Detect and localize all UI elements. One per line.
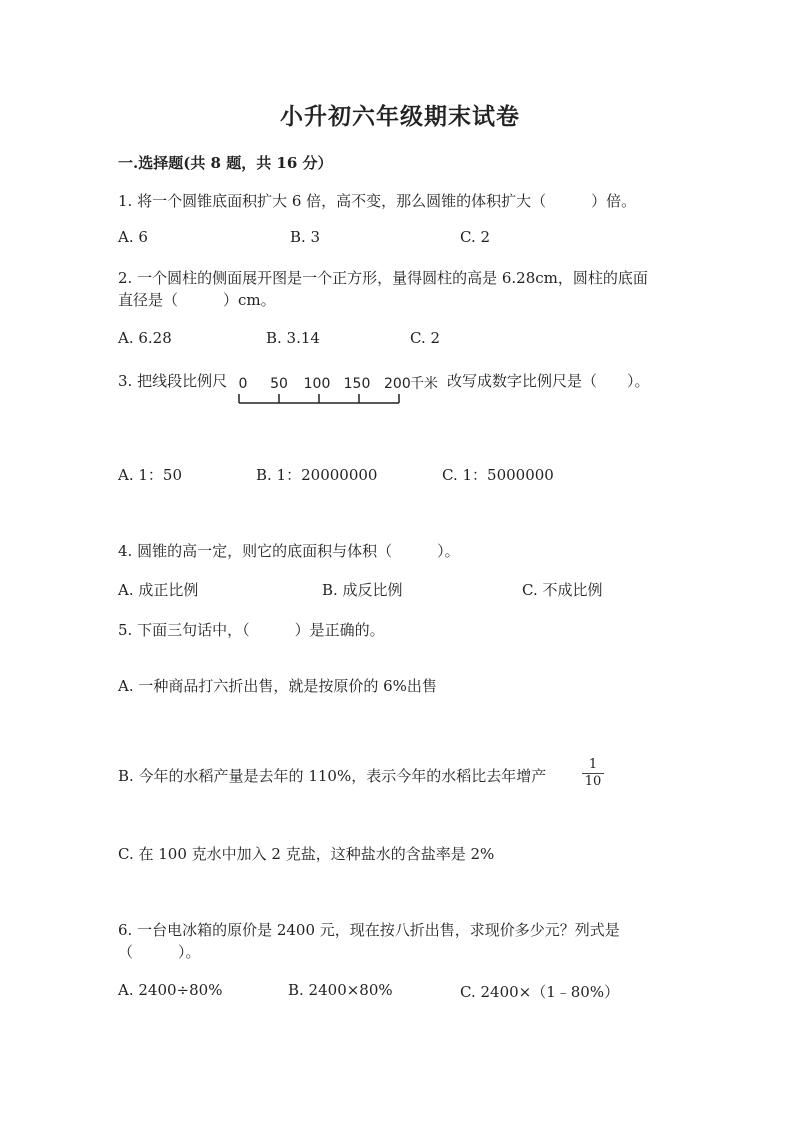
- scale-tick-label: 0: [238, 376, 248, 392]
- fraction-numerator: 1: [588, 757, 598, 772]
- q2-option-b: B. 3.14: [266, 329, 320, 347]
- question-6-text-line1: 6. 一台电冰箱的原价是 2400 元，现在按八折出售，求现价多少元？列式是: [118, 921, 620, 939]
- question-2-text-line2: 直径是（ ）cm。: [118, 291, 276, 309]
- scale-tick-label: 100: [303, 376, 331, 392]
- q6-option-a: A. 2400÷80%: [118, 981, 223, 999]
- fraction-one-tenth: [582, 758, 604, 789]
- line-segment-scale: [234, 370, 446, 410]
- q6-option-b: B. 2400×80%: [288, 981, 393, 999]
- question-1-text: 1. 将一个圆锥底面积扩大 6 倍，高不变，那么圆锥的体积扩大（ ）倍。: [118, 192, 637, 210]
- q2-option-a: A. 6.28: [118, 329, 172, 347]
- q1-option-b: B. 3: [290, 228, 321, 246]
- question-3-text-before: 3. 把线段比例尺: [118, 372, 228, 390]
- scale-unit: 千米: [410, 376, 438, 392]
- page-title: 小升初六年级期末试卷: [280, 103, 520, 130]
- section-heading: 一.选择题(共 8 题，共 16 分）: [118, 154, 333, 172]
- question-4-text: 4. 圆锥的高一定，则它的底面积与体积（ ）。: [118, 542, 460, 560]
- q4-option-c: C. 不成比例: [522, 581, 603, 599]
- question-3-text-after: 改写成数字比例尺是（ ）。: [447, 372, 650, 390]
- question-6-text-line2: （ ）。: [118, 943, 201, 961]
- q1-option-a: A. 6: [118, 228, 148, 246]
- q3-option-b: B. 1：20000000: [256, 466, 378, 484]
- scale-tick-label: 200: [384, 376, 411, 392]
- q5-option-a: A. 一种商品打六折出售，就是按原价的 6%出售: [118, 677, 437, 695]
- q6-option-c: C. 2400×（1﹣80%）: [460, 983, 620, 1001]
- question-2-text-line1: 2. 一个圆柱的侧面展开图是一个正方形，量得圆柱的高是 6.28cm，圆柱的底面: [118, 269, 648, 287]
- scale-tick-label: 50: [270, 376, 288, 392]
- q5-option-c: C. 在 100 克水中加入 2 克盐，这种盐水的含盐率是 2%: [118, 845, 495, 863]
- q2-option-c: C. 2: [410, 329, 441, 347]
- scale-tick-label: 150: [343, 376, 371, 392]
- q5-option-b: B. 今年的水稻产量是去年的 110%，表示今年的水稻比去年增产: [118, 767, 547, 785]
- q4-option-a: A. 成正比例: [118, 581, 199, 599]
- fraction-denominator: 10: [584, 774, 602, 789]
- question-5-text: 5. 下面三句话中，（ ）是正确的。: [118, 621, 385, 639]
- q4-option-b: B. 成反比例: [322, 581, 403, 599]
- q1-option-c: C. 2: [460, 228, 491, 246]
- q3-option-a: A. 1：50: [118, 466, 182, 484]
- q3-option-c: C. 1：5000000: [442, 466, 554, 484]
